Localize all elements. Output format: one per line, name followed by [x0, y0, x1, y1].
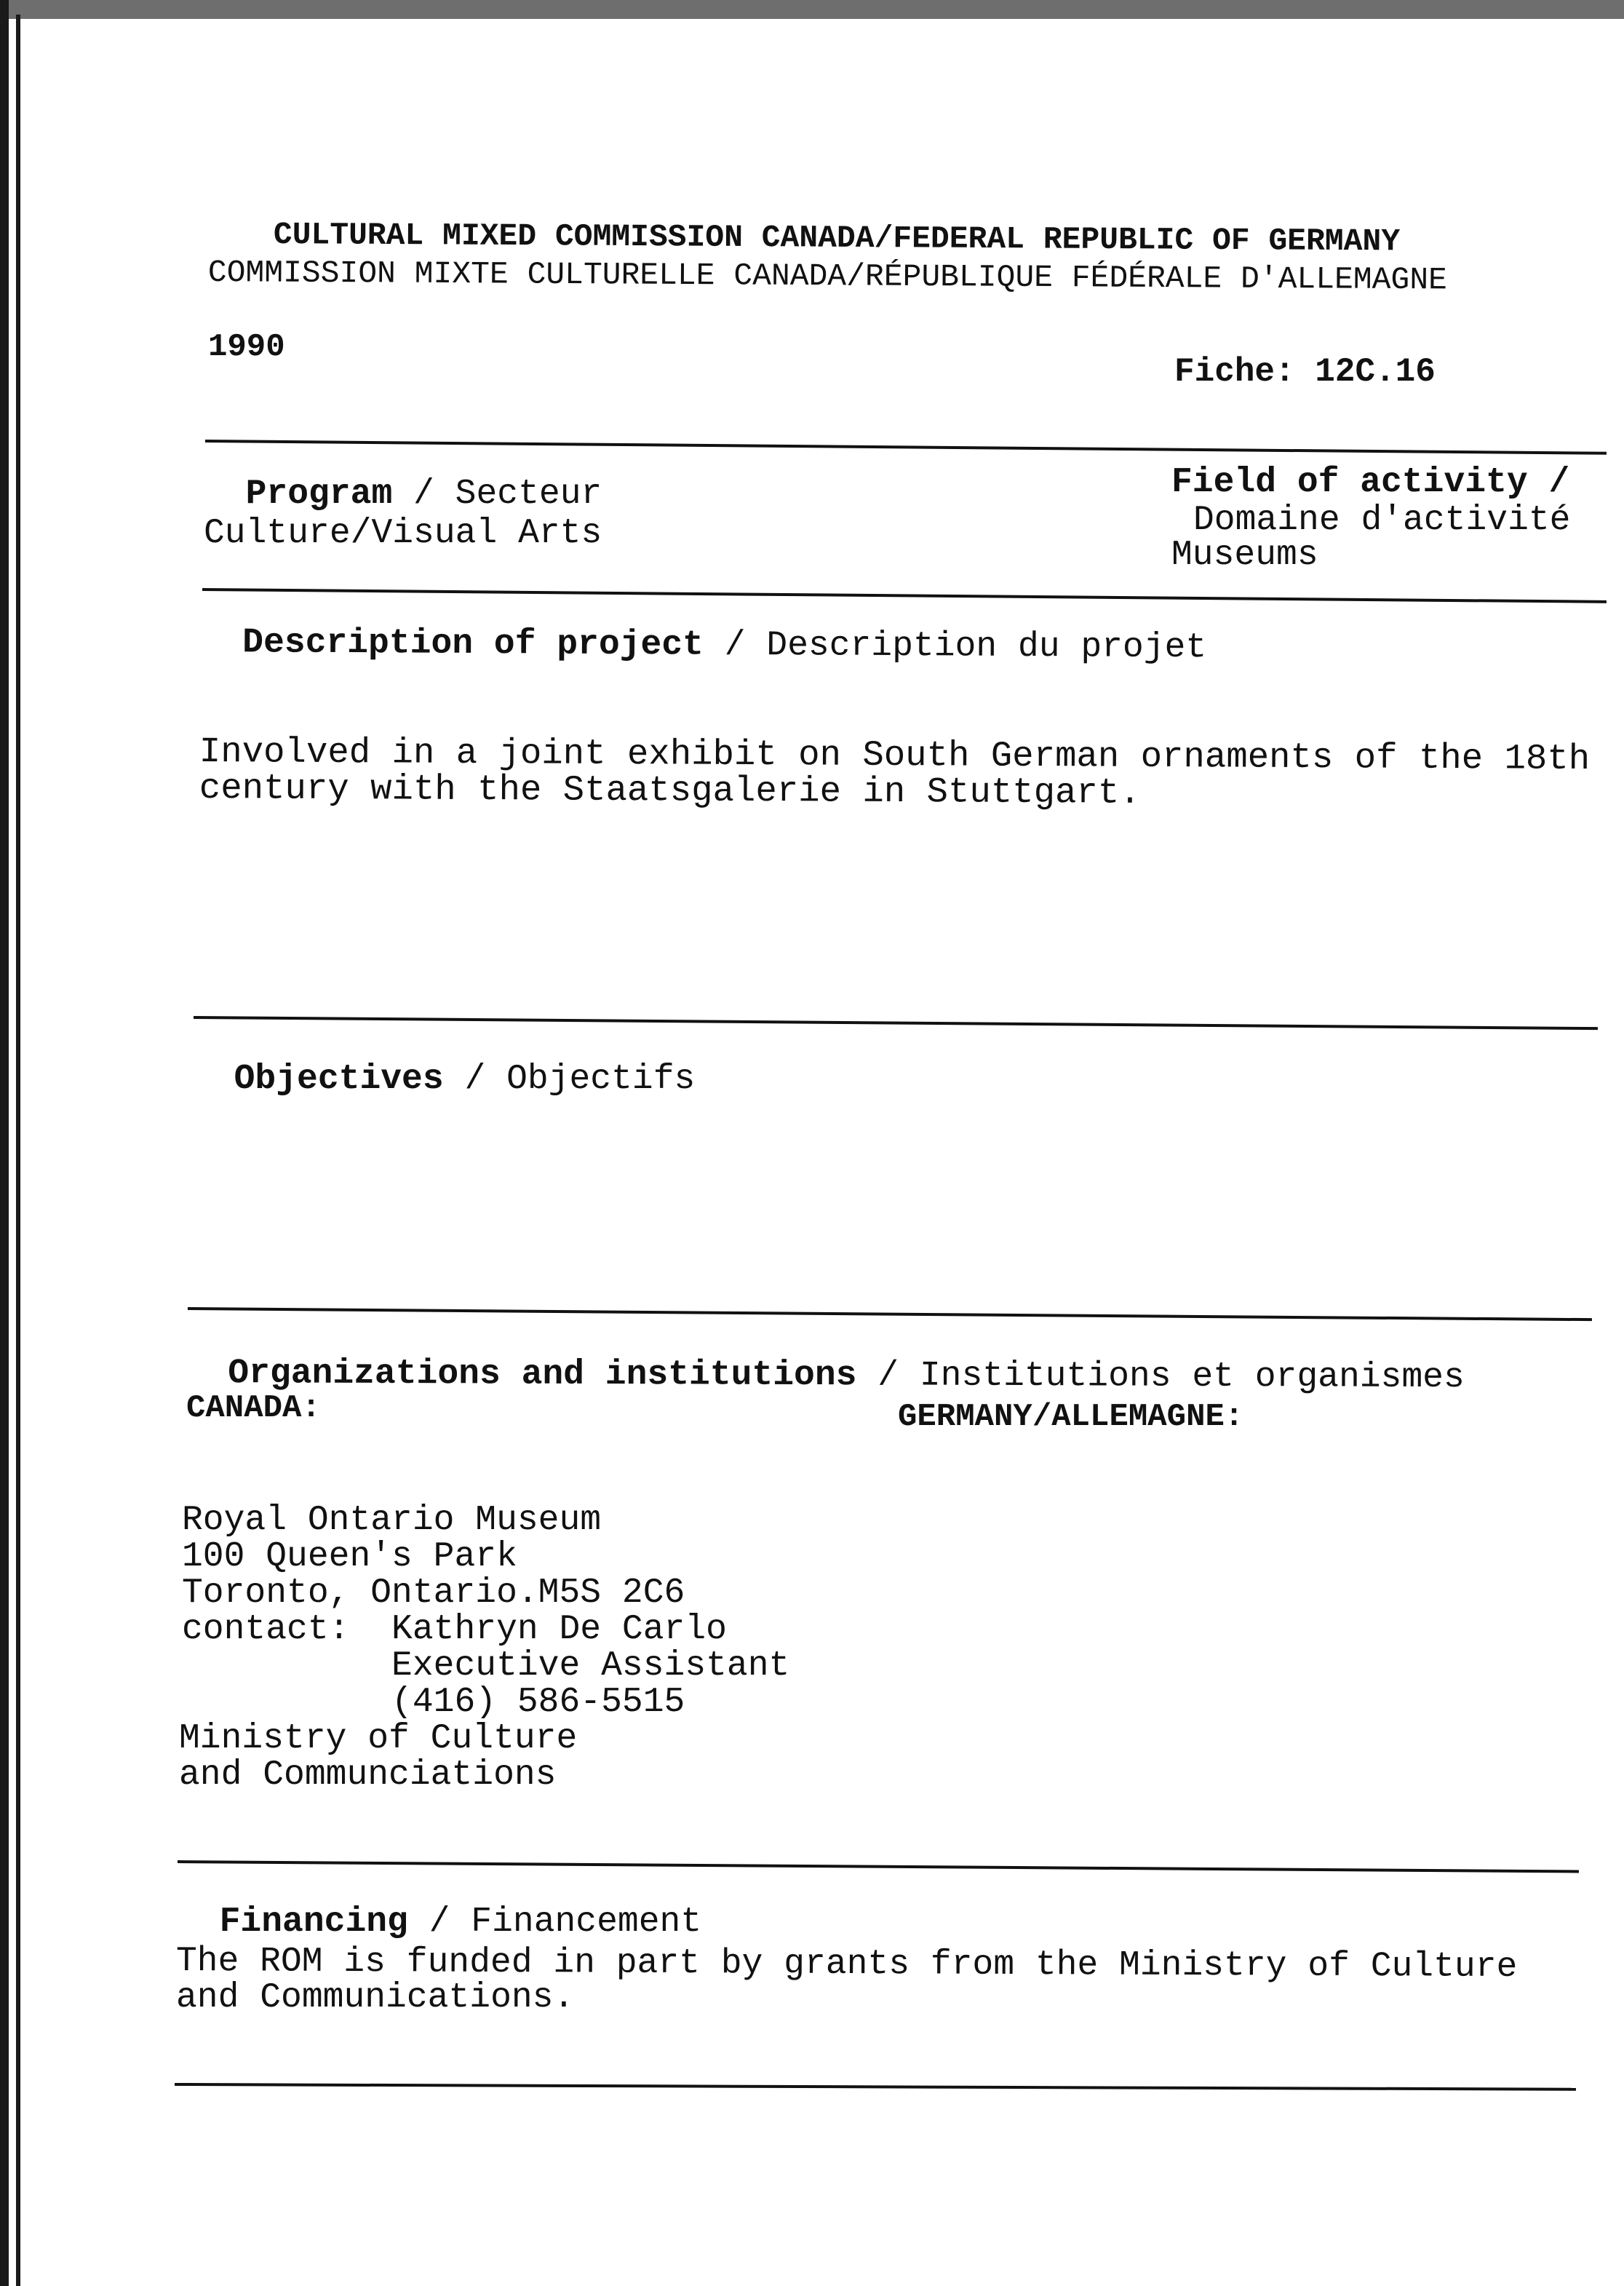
financing-label-rest: / Financement — [407, 1902, 702, 1942]
address-line: Toronto, Ontario.M5S 2C6 — [182, 1573, 685, 1613]
fiche-number: Fiche: 12C.16 — [1174, 353, 1436, 391]
germany-label: GERMANY/ALLEMAGNE: — [898, 1399, 1244, 1435]
canada-label: CANADA: — [186, 1390, 321, 1426]
field-of-activity-value: Museums — [1171, 536, 1318, 575]
title-english: CULTURAL MIXED COMMISSION CANADA/FEDERAL REPUBLIC OF GERMANY — [273, 217, 1401, 260]
financing-line-2: and Communications. — [176, 1978, 575, 2017]
field-of-activity-label-fr: Domaine d'activité — [1193, 501, 1571, 540]
contact-phone: (416) 586-5515 — [182, 1683, 685, 1722]
address-line: Ministry of Culture — [179, 1719, 578, 1758]
description-label-bold: Description of project — [242, 623, 704, 665]
contact-line: contact: Kathryn De Carlo — [182, 1610, 727, 1649]
scan-left-edge-inner — [16, 15, 20, 2286]
scan-top-edge — [0, 0, 1624, 19]
address-line: Royal Ontario Museum — [182, 1501, 602, 1540]
organizations-label-rest: / Institutions et organismes — [856, 1356, 1465, 1398]
financing-label — [178, 1868, 701, 1940]
objectives-label-bold: Objectives — [234, 1060, 444, 1099]
separator-bottom — [175, 2083, 1576, 2091]
objectives-label — [192, 1025, 695, 1098]
objectives-label-rest: / Objectifs — [443, 1060, 696, 1099]
description-line-2: century with the Staatsgalerie in Stuttgart. — [199, 768, 1141, 814]
title-french: COMMISSION MIXTE CULTURELLE CANADA/RÉPUBLIQUE FÉDÉRALE D'ALLEMAGNE — [207, 255, 1448, 298]
description-label-rest: / Description du projet — [703, 625, 1207, 668]
address-line: 100 Queen's Park — [182, 1537, 517, 1576]
organizations-label — [186, 1319, 1465, 1396]
field-of-activity-label: Field of activity / — [1171, 463, 1570, 502]
program-label-rest: / Secteur — [392, 475, 602, 514]
financing-line-1: The ROM is funded in part by grants from the Ministry of Culture — [175, 1942, 1518, 1988]
scan-left-edge — [0, 0, 9, 2286]
description-line-1: Involved in a joint exhibit on South German ornaments of the 18th — [199, 731, 1591, 780]
financing-label-bold: Financing — [219, 1902, 408, 1942]
address-line: and Communciations — [179, 1755, 557, 1795]
organizations-label-bold: Organizations and institutions — [228, 1354, 857, 1396]
program-label-bold: Program — [245, 475, 393, 514]
contact-title: Executive Assistant — [182, 1646, 790, 1686]
program-label — [204, 440, 602, 512]
description-label — [200, 588, 1206, 666]
program-value: Culture/Visual Arts — [204, 514, 602, 553]
year: 1990 — [208, 329, 285, 365]
